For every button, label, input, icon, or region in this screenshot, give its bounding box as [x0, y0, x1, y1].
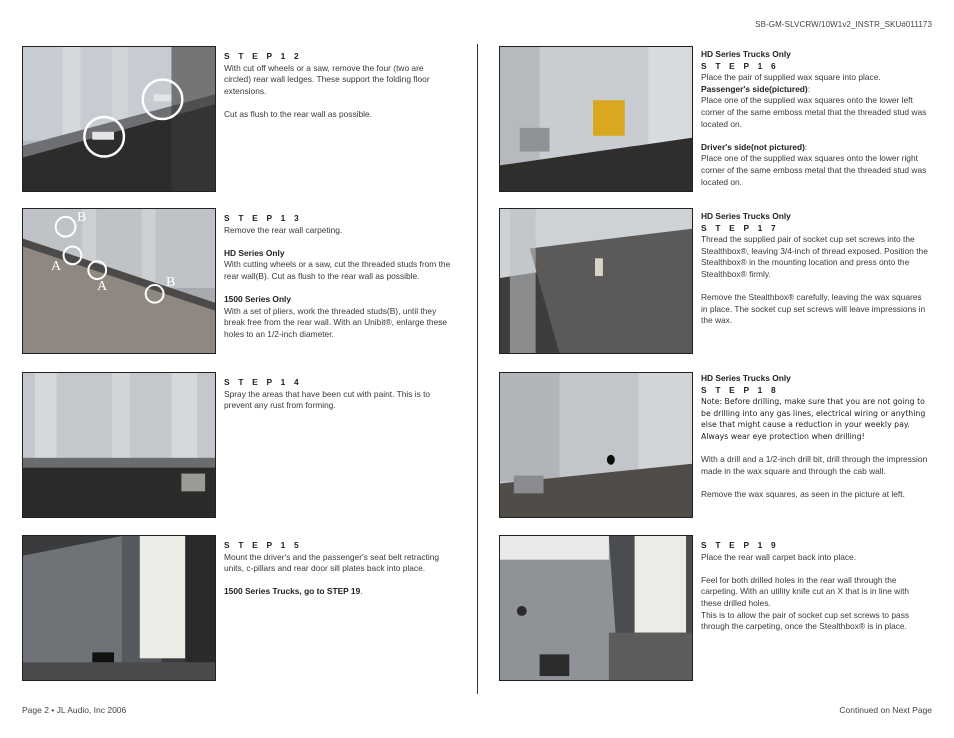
step-19-text [701, 540, 929, 633]
step-15-note-tail: . [360, 586, 363, 597]
step-19-text-2: Feel for both drilled holes in the rear wall through the carpeting. With an utility knife cut an X that is in line with these drilled holes. [701, 574, 910, 608]
step-14-photo [22, 372, 216, 518]
step-18-text [701, 373, 929, 501]
step-12-photo [22, 46, 216, 192]
step-18-title: S T E P 1 8 [701, 384, 779, 395]
footer-continued-label: Continued on Next Page [839, 705, 932, 715]
step-17-series: HD Series Trucks Only [701, 211, 791, 221]
step-16-passenger-heading: Passenger's side(pictured) [701, 83, 808, 94]
photo-label-b-1: B [77, 210, 87, 225]
step-19-text-1: Place the rear wall carpet back into place. [701, 551, 857, 562]
step-16-driver-heading: Driver's side(not pictured) [701, 141, 805, 152]
step-17-photo [499, 208, 693, 354]
step-18-text-1: With a drill and a 1/2-inch drill bit, drill through the impression made in the wax square and through the cab wall. [701, 454, 928, 476]
step-12-line-2: Cut as flush to the rear wall as possible. [224, 108, 373, 119]
step-13-hd-heading: HD Series Only [224, 247, 285, 258]
step-12-line-1: With cut off wheels or a saw, remove the four (two are circled) rear wall ledges. These support the folding floor extensions. [224, 62, 430, 96]
step-18-photo [499, 372, 693, 518]
step-16-passenger-colon: : [807, 83, 811, 94]
step-16-driver-text: Place one of the supplied wax squares onto the lower right corner of the same emboss metal that the threaded stud was located on. [701, 153, 927, 187]
step-15-note: 1500 Series Trucks, go to STEP 19 [224, 586, 361, 597]
step-17-text-2: Remove the Stealthbox® carefully, leaving the wax squares in place. The socket cup set screws will leave impressions in the wax. [701, 292, 926, 326]
step-15-photo [22, 535, 216, 681]
step-13-1500-text: With a set of pliers, work the threaded studs(B), until they break free from the rear wall. With an Unibit®, enlarge these holes to an 1/2-inch diameter. [224, 305, 448, 339]
step-12-text [224, 51, 452, 121]
step-17-text-1: Thread the supplied pair of socket cup set screws into the Stealthbox®, leaving 3/4-inch of thread exposed. Position the Stealthbox® in the mounting location and press onto the Stealthbox® firmly. [701, 234, 928, 279]
step-15-text [224, 540, 452, 598]
step-19-photo [499, 535, 693, 681]
step-16-title: S T E P 1 6 [701, 60, 779, 71]
step-14-title: S T E P 1 4 [224, 377, 302, 387]
footer-page-label: Page 2 • JL Audio, Inc 2006 [22, 705, 127, 715]
step-13-hd-text: With cutting wheels or a saw, cut the threaded studs from the rear wall(B). Cut as flush to the rear wall as possible. [224, 259, 451, 281]
step-19-text-3: This is to allow the pair of socket cup set screws to pass through the carpeting, once the Stealthbox® is in place. [701, 609, 910, 632]
step-18-series: HD Series Trucks Only [701, 373, 791, 383]
step-17-title: S T E P 1 7 [701, 222, 779, 233]
step-15-line: Mount the driver's and the passenger's seat belt retracting units, c-pillars and rear door sill plates back into place. [224, 551, 440, 574]
step-13-intro: Remove the rear wall carpeting. [224, 224, 343, 235]
photo-label-a-1: A [51, 259, 62, 274]
step-16-driver-colon: : [804, 141, 808, 152]
photo-label-b-2: B [166, 275, 176, 290]
step-18-text-2: Remove the wax squares, as seen in the picture at left. [701, 488, 905, 499]
header-sku: SB-GM-SLVCRW/10W1v2_INSTR_SKU#011173 [755, 20, 932, 29]
step-15-title: S T E P 1 5 [224, 540, 302, 550]
step-19-title: S T E P 1 9 [701, 540, 779, 550]
step-16-intro: Place the pair of supplied wax square into place. [701, 72, 881, 83]
step-16-series: HD Series Trucks Only [701, 49, 791, 59]
step-13-text [224, 213, 452, 341]
step-16-passenger-text: Place one of the supplied wax squares onto the lower left corner of the same emboss metal that the threaded stud was located on. [701, 95, 927, 129]
step-18-warning: Note: Before drilling, make sure that you are not going to be drilling into any gas lines, electrical wiring or anything else that might cause a reduction in your weekly pay. Always wear eye protection when drilling! [701, 397, 926, 441]
step-14-text [224, 377, 452, 412]
step-17-text [701, 211, 929, 327]
step-14-line: Spray the areas that have been cut with paint. This is to prevent any rust from forming. [224, 388, 431, 411]
step-16-photo [499, 46, 693, 192]
step-16-text [701, 49, 929, 188]
step-13-1500-heading: 1500 Series Only [224, 294, 292, 305]
photo-label-a-2: A [97, 279, 108, 294]
step-13-photo [22, 208, 216, 354]
step-12-title: S T E P 1 2 [224, 51, 302, 61]
step-13-title: S T E P 1 3 [224, 213, 302, 223]
column-divider [477, 44, 478, 694]
